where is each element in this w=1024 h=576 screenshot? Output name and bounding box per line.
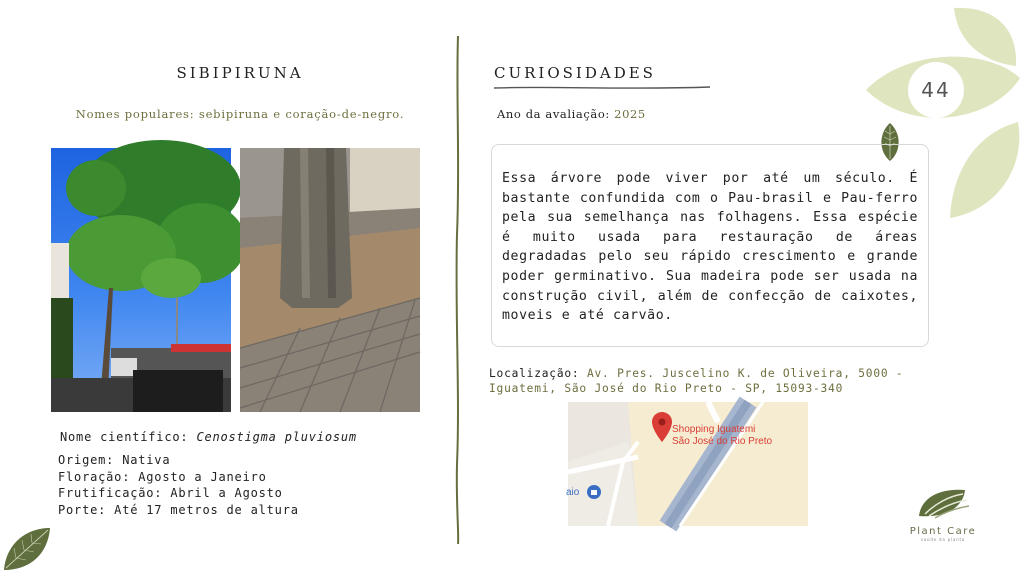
map-place-name: Shopping Iguatemi [672, 424, 756, 435]
leaf-icon [2, 526, 52, 572]
fact-fruiting: Frutificação: Abril a Agosto [58, 486, 283, 500]
plant-care-logo-icon [915, 486, 971, 520]
map-place-city: São José do Rio Preto [672, 436, 773, 447]
scientific-name-label: Nome científico: [60, 430, 189, 444]
location-label: Localização: [489, 367, 580, 380]
leaf-decoration-icon [948, 120, 1024, 220]
year-label: Ano da avaliação: [497, 107, 610, 121]
evaluation-year [497, 107, 646, 121]
location [489, 366, 975, 396]
year-value: 2025 [614, 107, 646, 121]
brand-name: Plant Care [909, 526, 977, 537]
popular-names: Nomes populares: sebipiruna e coração-de-negro. [75, 107, 405, 121]
scientific-name: Cenostigma pluviosum [196, 430, 357, 444]
tree-photo [51, 148, 231, 412]
location-address: Av. Pres. Juscelino K. de Oliveira, 5000 - Iguatemi, São José do Rio Preto - SP, 15093-340 [489, 367, 904, 395]
fact-flowering: Floração: Agosto a Janeiro [58, 469, 267, 484]
species-title: SIBIPIRUNA [176, 64, 304, 82]
fact-size: Porte: Até 17 metros de altura [58, 502, 299, 517]
location-map[interactable] [568, 402, 808, 526]
curiosity-card [491, 144, 929, 347]
species-facts [58, 452, 299, 518]
trunk-photo [240, 148, 420, 412]
curiosities-title: CURIOSIDADES [494, 64, 656, 82]
map-place-label [672, 424, 772, 448]
curiosity-text: Essa árvore pode viver por até um século. É bastante confundida com o Pau-brasil e Pau-ferro pela sua semelhança nas folhagens. Essa espécie é muito usada para restauração de áreas degradadas pelo seu rápido crescimento e grande poder germinativo. Sua madeira pode ser usada na construção civil, além de confecção de caixotes, moveis e até carvão. [502, 171, 918, 324]
brand-logo [898, 486, 988, 542]
page-number-badge: 44 [908, 62, 964, 118]
fact-origin: Origem: Nativa [58, 453, 171, 467]
brand-tagline: saúde da planta [920, 537, 966, 542]
map-side-label: aio [566, 487, 580, 498]
title-underline [492, 85, 712, 91]
column-divider [452, 34, 464, 546]
